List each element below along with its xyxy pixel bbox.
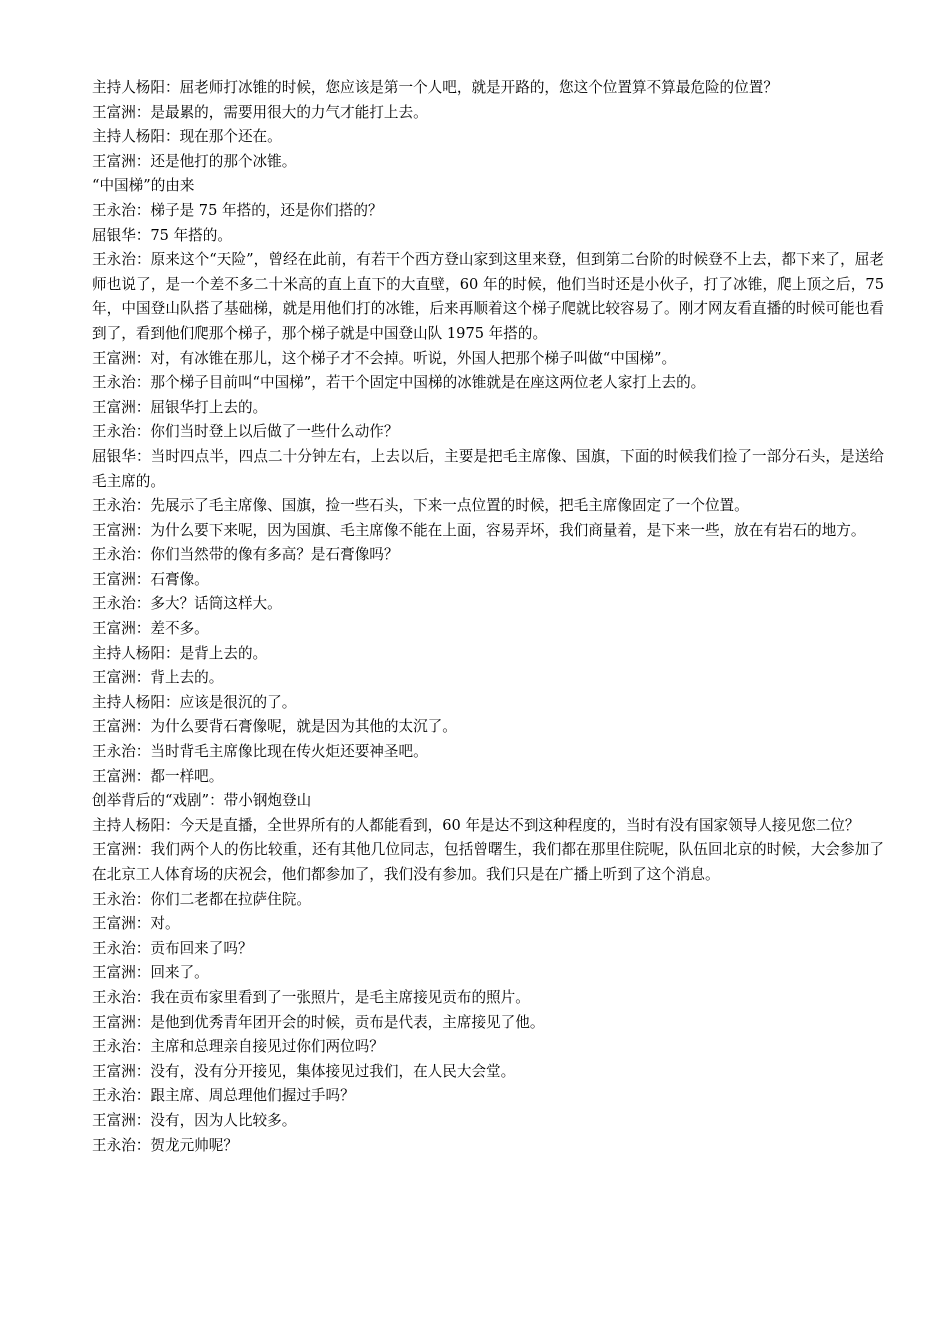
text-line: 主持人杨阳：今天是直播，全世界所有的人都能看到，60 年是达不到这种程度的，当时有没有国家领导人接见您二位？ bbox=[92, 816, 860, 834]
section-heading: “中国梯”的由来 bbox=[92, 177, 195, 195]
text-line: 王永治：贡布回来了吗？ bbox=[92, 939, 253, 957]
section-heading: 创举背后的“戏剧”：带小钢炮登山 bbox=[92, 792, 312, 810]
text-line: 王永治：你们二老都在拉萨住院。 bbox=[92, 890, 311, 908]
document-page bbox=[92, 76, 884, 1158]
text-line: 王永治：多大？话筒这样大。 bbox=[92, 595, 282, 613]
text-line: 王富洲：是他到优秀青年团开会的时候，贡布是代表，主席接见了他。 bbox=[92, 1013, 545, 1031]
text-line: 王富洲：差不多。 bbox=[92, 620, 209, 638]
text-line: 王富洲：回来了。 bbox=[92, 964, 209, 982]
text-line: 王永治：先展示了毛主席像、国旗，捡一些石头，下来一点位置的时候，把毛主席像固定了一个位置。 bbox=[92, 497, 749, 515]
text-line: 王永治：贺龙元帅呢？ bbox=[92, 1136, 238, 1154]
text-line: 王富洲：背上去的。 bbox=[92, 669, 224, 687]
text-line: 王永治：跟主席、周总理他们握过手吗？ bbox=[92, 1087, 355, 1105]
text-line: 王永治：你们当然带的像有多高？是石膏像吗？ bbox=[92, 546, 399, 564]
text-line: 主持人杨阳：是背上去的。 bbox=[92, 644, 268, 662]
text-line: 王富洲：是最累的，需要用很大的力气才能打上去。 bbox=[92, 103, 428, 121]
text-line: 王永治：你们当时登上以后做了一些什么动作？ bbox=[92, 423, 399, 441]
text-line: 王永治：原来这个“天险”，曾经在此前，有若干个西方登山家到这里来登，但到第二台阶的时候登不上去，都下来了，屈老师也说了，是一个差不多二十米高的直上直下的大直壁，60 年的时候，他们当时还是小伙子，打了冰锥，爬上顶之后，75 年，中国登山队搭了基础梯，就是用他们打的冰锥，后来再顺着这个梯子爬就比较容易了。刚才网友看直播的时候可能也看到了，看到他们爬那个梯子，那个梯子就是中国登山队 1975 年搭的。 bbox=[92, 251, 884, 342]
text-line: 王富洲：石膏像。 bbox=[92, 570, 209, 588]
text-line: 屈银华：75 年搭的。 bbox=[92, 226, 232, 244]
text-line: 王富洲：没有，因为人比较多。 bbox=[92, 1111, 297, 1129]
text-line: 主持人杨阳：应该是很沉的了。 bbox=[92, 693, 297, 711]
text-line: 王永治：那个梯子目前叫“中国梯”，若干个固定中国梯的冰锥就是在座这两位老人家打上去的。 bbox=[92, 374, 706, 392]
text-line: 王富洲：我们两个人的伤比较重，还有其他几位同志，包括曾曙生，我们都在那里住院呢，队伍回北京的时候，大会参加了在北京工人体育场的庆祝会，他们都参加了，我们没有参加。我们只是在广播上听到了这个消息。 bbox=[92, 841, 884, 883]
text-line: 主持人杨阳：屈老师打冰锥的时候，您应该是第一个人吧，就是开路的，您这个位置算不算最危险的位置？ bbox=[92, 79, 778, 96]
text-line: 王富洲：没有，没有分开接见，集体接见过我们，在人民大会堂。 bbox=[92, 1062, 516, 1080]
text-line: 王富洲：对。 bbox=[92, 915, 180, 933]
text-line: 主持人杨阳：现在那个还在。 bbox=[92, 128, 282, 146]
text-line: 王永治：当时背毛主席像比现在传火炬还要神圣吧。 bbox=[92, 743, 428, 761]
text-line: 王富洲：为什么要下来呢，因为国旗、毛主席像不能在上面，容易弄坏，我们商量着，是下来一些，放在有岩石的地方。 bbox=[92, 521, 866, 539]
text-line: 王永治：梯子是 75 年搭的，还是你们搭的？ bbox=[92, 201, 383, 219]
text-line: 王富洲：对，有冰锥在那儿，这个梯子才不会掉。听说，外国人把那个梯子叫做“中国梯”。 bbox=[92, 349, 677, 367]
text-line: 王富洲：都一样吧。 bbox=[92, 767, 224, 785]
text-line: 王永治：主席和总理亲自接见过你们两位吗？ bbox=[92, 1038, 384, 1056]
text-line: 王富洲：为什么要背石膏像呢，就是因为其他的太沉了。 bbox=[92, 718, 457, 736]
text-line: 王永治：我在贡布家里看到了一张照片，是毛主席接见贡布的照片。 bbox=[92, 988, 530, 1006]
text-line: 王富洲：屈银华打上去的。 bbox=[92, 398, 268, 416]
text-line: 王富洲：还是他打的那个冰锥。 bbox=[92, 152, 297, 170]
text-line: 屈银华：当时四点半，四点二十分钟左右，上去以后，主要是把毛主席像、国旗，下面的时候我们捡了一部分石头，是送给毛主席的。 bbox=[92, 447, 884, 490]
